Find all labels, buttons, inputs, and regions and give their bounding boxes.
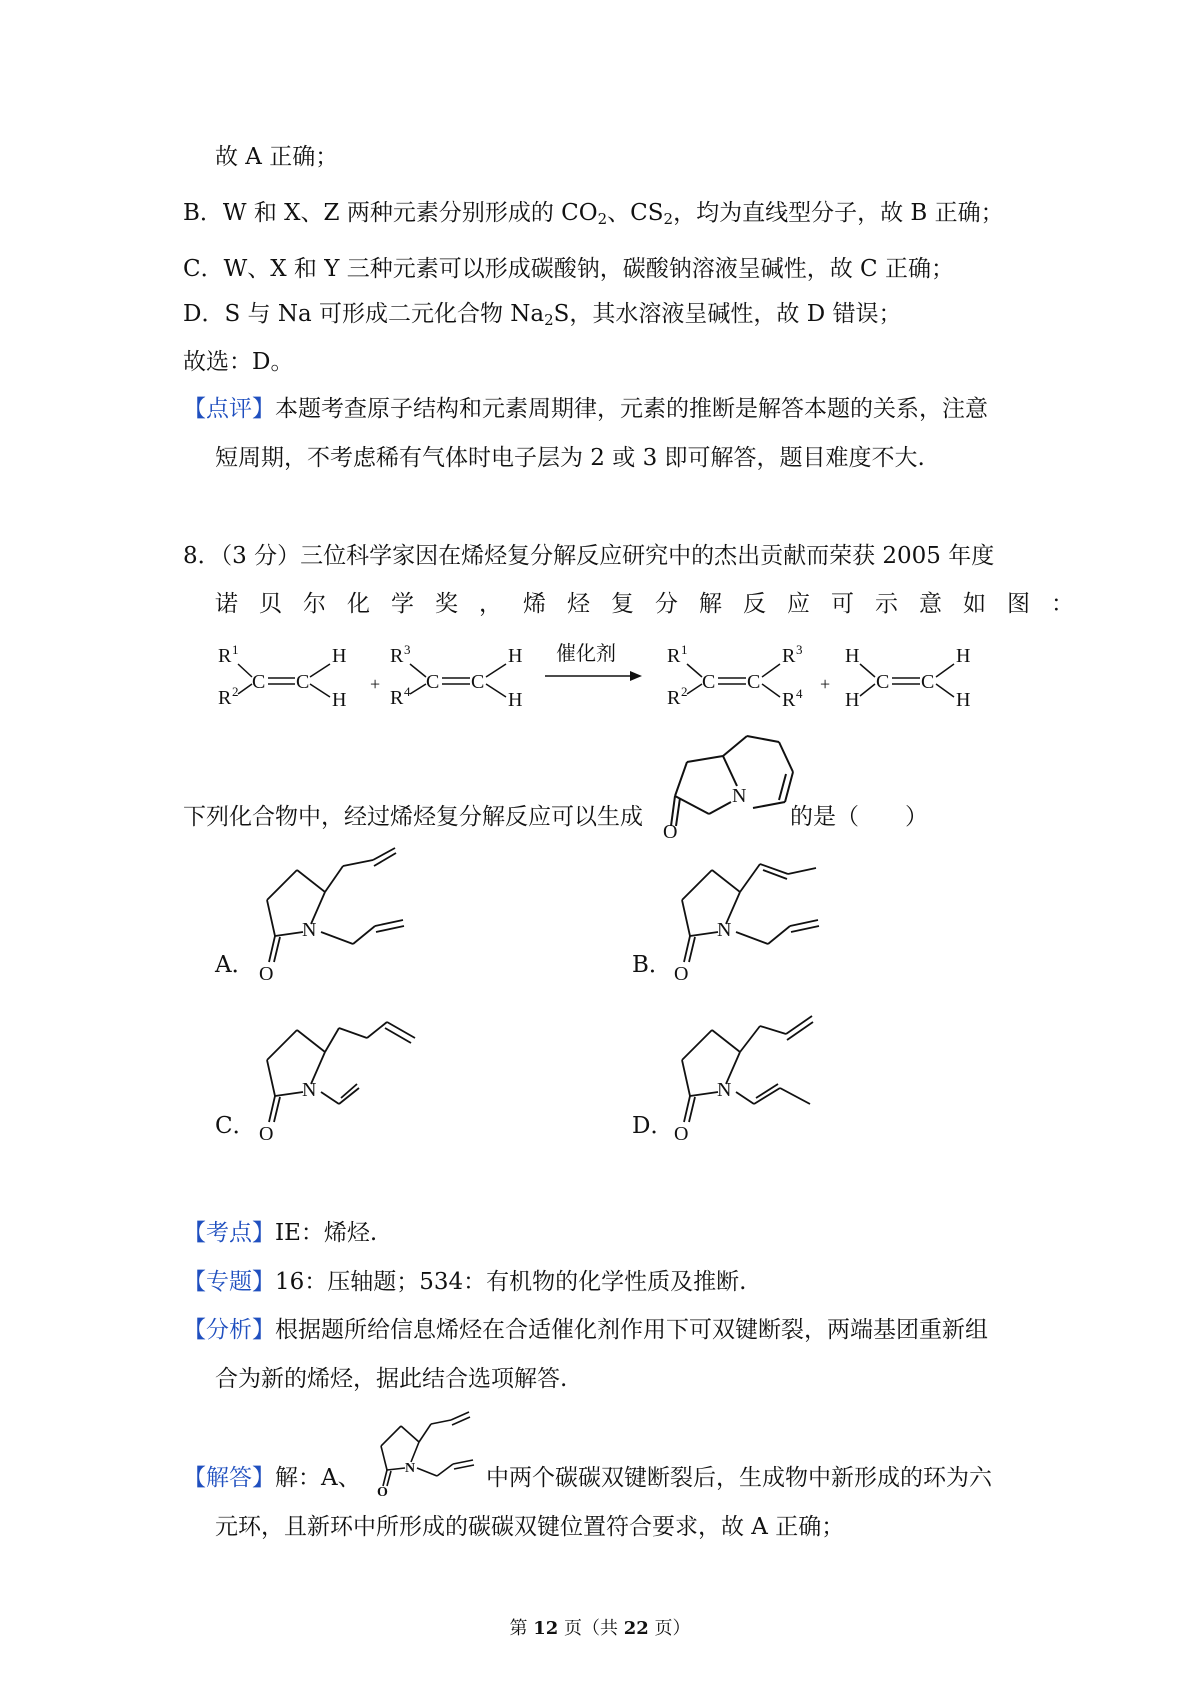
jieda-line: 【解答】解：A、 [183,1465,361,1491]
svg-text:3: 3 [404,642,411,657]
reaction-scheme [200,632,990,722]
svg-text:R: R [782,645,796,667]
option-b-label[interactable]: B． [632,952,672,978]
kaodian-tag: 【考点】 [183,1220,275,1246]
question-line: 诺贝尔化学奖，烯烃复分解反应可示意如图： [215,591,1095,617]
svg-text:1: 1 [681,642,688,657]
svg-text:H: H [956,645,971,667]
fenxi-tag: 【分析】 [183,1317,275,1343]
svg-text:C: C [471,671,485,693]
svg-text:N: N [302,919,317,941]
review-tag: 【点评】 [183,396,275,422]
svg-text:N: N [732,785,747,807]
svg-text:4: 4 [404,684,411,699]
svg-text:H: H [845,645,860,667]
text-line: D．S 与 Na 可形成二元化合物 $Na_2S$，其水溶液呈碱性，故 D 错误； [183,301,902,329]
text-line: 故选：D。 [183,349,294,375]
zhuanti-line: 【专题】16：压轴题；534：有机物的化学性质及推断. [183,1269,747,1295]
svg-text:C: C [921,671,935,693]
text-line: 元环，且新环中所形成的碳碳双键位置符合要求，故 A 正确； [215,1514,845,1540]
svg-text:4: 4 [796,686,803,701]
text-line: 合为新的烯烃，据此结合选项解答. [215,1366,568,1392]
catalyst-label: 催化剂 [556,643,616,665]
svg-text:2: 2 [681,684,688,699]
jieda-line-cont: 中两个碳碳双键断裂后，生成物中新形成的环为六 [486,1465,992,1491]
svg-text:N: N [405,1461,416,1476]
svg-text:+: + [820,674,831,694]
option-c-structure [255,1000,435,1145]
svg-text:H: H [956,689,971,711]
option-d-structure [670,1000,850,1145]
svg-text:R: R [218,645,232,667]
svg-text:H: H [332,689,347,711]
kaodian-line: 【考点】IE：烯烃. [183,1220,378,1246]
svg-text:N: N [717,1079,732,1101]
page-footer: 第 12 页（共 22 页） [509,1618,691,1639]
option-a-label[interactable]: A． [215,952,255,978]
svg-text:R: R [390,687,404,709]
option-b-structure [670,840,850,985]
svg-text:R: R [667,687,681,709]
svg-text:O: O [259,963,274,985]
option-c-label[interactable]: C． [215,1113,256,1139]
text-line: C．W、X 和 Y 三种元素可以形成碳酸钠，碳酸钠溶液呈碱性，故 C 正确； [183,256,954,282]
question-title: 8．（3 分）三位科学家因在烯烃复分解反应研究中的杰出贡献而荣获 2005 年度 [183,543,995,569]
svg-text:3: 3 [796,642,803,657]
svg-text:C: C [702,671,716,693]
zhuanti-tag: 【专题】 [183,1269,275,1295]
svg-text:H: H [508,645,523,667]
svg-text:+: + [370,674,381,694]
svg-text:O: O [674,963,689,985]
svg-text:O: O [663,821,678,843]
svg-text:N: N [717,919,732,941]
svg-text:O: O [377,1485,388,1500]
svg-text:R: R [782,689,796,711]
svg-text:R: R [218,687,232,709]
svg-text:O: O [674,1123,689,1145]
svg-text:C: C [252,671,266,693]
svg-text:2: 2 [232,684,239,699]
svg-text:H: H [332,645,347,667]
page-total: 22 [623,1618,649,1639]
text-line: B．W 和 X、Z 两种元素分别形成的 $CO_2$、$CS_2$，均为直线型分子，故 B 正确； [183,200,1004,228]
answer-a-structure [373,1408,483,1498]
question-ask-line: 下列化合物中，经过烯烃复分解反应可以生成 [183,804,643,830]
fenxi-line: 【分析】根据题所给信息烯烃在合适催化剂作用下可双键断裂，两端基团重新组 [183,1317,988,1343]
svg-text:C: C [876,671,890,693]
option-a-structure [255,840,435,985]
svg-text:R: R [390,645,404,667]
question-ask-line-end: 的是（ ） [790,804,928,830]
review-line: 【点评】本题考查原子结构和元素周期律，元素的推断是解答本题的关系，注意 [183,396,988,422]
svg-text:1: 1 [232,642,239,657]
svg-text:C: C [426,671,440,693]
page-number: 12 [533,1618,559,1639]
svg-text:N: N [302,1079,317,1101]
svg-text:H: H [845,689,860,711]
svg-text:H: H [508,689,523,711]
svg-text:O: O [259,1123,274,1145]
svg-text:R: R [667,645,681,667]
svg-text:C: C [747,671,761,693]
svg-text:C: C [296,671,310,693]
option-d-label[interactable]: D． [632,1113,674,1139]
jieda-tag: 【解答】 [183,1465,275,1491]
text-line: 短周期，不考虑稀有气体时电子层为 2 或 3 即可解答，题目难度不大. [215,445,925,471]
text-line: 故 A 正确； [215,144,339,170]
